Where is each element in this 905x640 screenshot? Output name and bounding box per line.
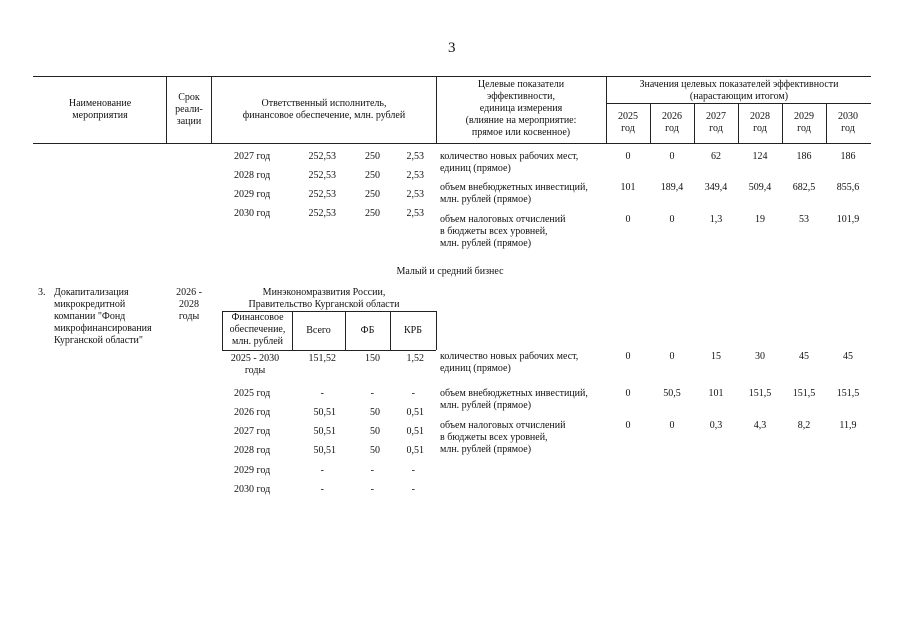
fin-krb: 2,53 <box>406 151 424 162</box>
fin-krb: 0,51 <box>406 445 424 456</box>
fin-table-rule <box>222 350 436 351</box>
indicator-value: 0 <box>625 214 631 225</box>
indicator-value: 151,5 <box>836 388 860 399</box>
fin-year: 2025 год <box>234 388 271 399</box>
fin-year: 2027 год <box>234 151 271 162</box>
item-name: Докапитализация микрокредитной компании "Фонд микрофинансирования Курганской области" <box>54 287 152 346</box>
fin-total: - <box>320 388 324 399</box>
indicator-value: 45 <box>799 351 809 362</box>
indicator-value: 0 <box>625 151 631 162</box>
section-title: Малый и средний бизнес <box>396 266 504 277</box>
fin-krb: - <box>411 484 415 495</box>
indicator-value: 0 <box>669 214 675 225</box>
fin-krb: - <box>411 388 415 399</box>
fin-krb: 2,53 <box>406 189 424 200</box>
indicator-value: 186 <box>840 151 856 162</box>
header-term: Срок реали- зации <box>175 92 203 127</box>
header-top-rule <box>33 76 871 77</box>
fin-total: 252,53 <box>308 189 336 200</box>
header-year: 2029 год <box>794 111 814 134</box>
header-target: Целевые показатели эффективности, единица измерения (влияние на мероприятие: прямое или косвенное) <box>465 79 577 138</box>
header-divider <box>436 76 437 143</box>
fin-year: 2028 год <box>234 445 271 456</box>
indicator-value: 53 <box>799 214 809 225</box>
fin-total: 151,52 <box>308 353 336 364</box>
fin-krb: 0,51 <box>406 407 424 418</box>
indicator-value: 50,5 <box>663 388 681 399</box>
header-name: Наименование мероприятия <box>68 98 132 121</box>
indicator-value: 189,4 <box>660 182 684 193</box>
fin-fb: 250 <box>365 189 380 200</box>
fin-header-total: Всего <box>306 325 331 336</box>
header-year: 2028 год <box>750 111 770 134</box>
fin-krb: 2,53 <box>406 170 424 181</box>
fin-header-label: Финансовое обеспечение, млн. рублей <box>229 312 286 347</box>
indicator-value: 124 <box>752 151 768 162</box>
header-values: Значения целевых показателей эффективности (нарастающим итогом) <box>639 79 839 102</box>
header-year: 2026 год <box>662 111 682 134</box>
indicator-value: 30 <box>755 351 765 362</box>
fin-total: 252,53 <box>308 208 336 219</box>
indicator-value: 186 <box>796 151 812 162</box>
fin-total: - <box>320 484 324 495</box>
indicator-value: 0 <box>625 388 631 399</box>
indicator-value: 8,2 <box>797 420 811 431</box>
fin-total: - <box>320 465 324 476</box>
fin-fb: 50 <box>370 426 380 437</box>
indicator-label: количество новых рабочих мест, единиц (прямое) <box>440 151 579 174</box>
indicator-label: объем внебюджетных инвестиций, млн. рублей (прямое) <box>440 182 588 205</box>
header-year: 2030 год <box>838 111 858 134</box>
fin-header-fb: ФБ <box>360 325 375 336</box>
indicator-value: 19 <box>755 214 765 225</box>
fin-fb: 250 <box>365 151 380 162</box>
header-year: 2027 год <box>706 111 726 134</box>
fin-year: 2027 год <box>234 426 271 437</box>
indicator-value: 0 <box>669 420 675 431</box>
indicator-value: 0 <box>669 351 675 362</box>
indicator-value: 855,6 <box>836 182 860 193</box>
fin-fb: - <box>370 465 374 476</box>
indicator-label: объем налоговых отчислений в бюджеты всех уровней, млн. рублей (прямое) <box>440 420 566 455</box>
indicator-value: 45 <box>843 351 853 362</box>
fin-year: 2026 год <box>234 407 271 418</box>
indicator-value: 0,3 <box>709 420 723 431</box>
indicator-label: количество новых рабочих мест, единиц (прямое) <box>440 351 579 374</box>
fin-total: 50,51 <box>313 445 336 456</box>
fin-year: 2025 - 2030 годы <box>230 353 280 376</box>
indicator-value: 0 <box>625 420 631 431</box>
fin-total: 50,51 <box>313 407 336 418</box>
indicator-value: 509,4 <box>748 182 772 193</box>
indicator-value: 0 <box>625 351 631 362</box>
item-term: 2026 - 2028 годы <box>176 287 202 322</box>
header-divider <box>211 76 212 143</box>
indicator-value: 15 <box>711 351 721 362</box>
indicator-value: 151,5 <box>748 388 772 399</box>
indicator-value: 682,5 <box>792 182 816 193</box>
indicator-value: 101,9 <box>836 214 860 225</box>
fin-total: 50,51 <box>313 426 336 437</box>
header-divider <box>166 76 167 143</box>
page-number: 3 <box>448 40 456 56</box>
indicator-value: 4,3 <box>753 420 767 431</box>
fin-total: 252,53 <box>308 170 336 181</box>
fin-krb: 1,52 <box>406 353 424 364</box>
fin-krb: - <box>411 465 415 476</box>
fin-year: 2029 год <box>234 465 271 476</box>
header-bottom-rule <box>33 143 871 144</box>
indicator-value: 1,3 <box>709 214 723 225</box>
indicator-value: 349,4 <box>704 182 728 193</box>
header-year: 2025 год <box>618 111 638 134</box>
fin-fb: - <box>370 388 374 399</box>
fin-year: 2030 год <box>234 208 271 219</box>
fin-header-krb: КРБ <box>404 325 422 336</box>
fin-fb: 250 <box>365 170 380 181</box>
indicator-value: 62 <box>711 151 721 162</box>
fin-krb: 2,53 <box>406 208 424 219</box>
fin-fb: - <box>370 484 374 495</box>
fin-year: 2030 год <box>234 484 271 495</box>
indicator-label: объем налоговых отчислений в бюджеты всех уровней, млн. рублей (прямое) <box>440 214 566 249</box>
header-executor: Ответственный исполнитель, финансовое обеспечение, млн. рублей <box>242 98 406 121</box>
item-number: 3. <box>38 287 46 298</box>
indicator-value: 101 <box>708 388 724 399</box>
indicator-value: 11,9 <box>839 420 857 431</box>
indicator-value: 0 <box>669 151 675 162</box>
fin-krb: 0,51 <box>406 426 424 437</box>
item-executor: Минэкономразвития России, Правительство Курганской области <box>248 287 400 310</box>
fin-fb: 250 <box>365 208 380 219</box>
fin-table-divider <box>436 311 437 350</box>
fin-total: 252,53 <box>308 151 336 162</box>
fin-fb: 150 <box>365 353 380 364</box>
indicator-value: 101 <box>620 182 636 193</box>
indicator-value: 151,5 <box>792 388 816 399</box>
fin-year: 2029 год <box>234 189 271 200</box>
fin-fb: 50 <box>370 445 380 456</box>
fin-year: 2028 год <box>234 170 271 181</box>
fin-fb: 50 <box>370 407 380 418</box>
indicator-label: объем внебюджетных инвестиций, млн. рублей (прямое) <box>440 388 588 411</box>
